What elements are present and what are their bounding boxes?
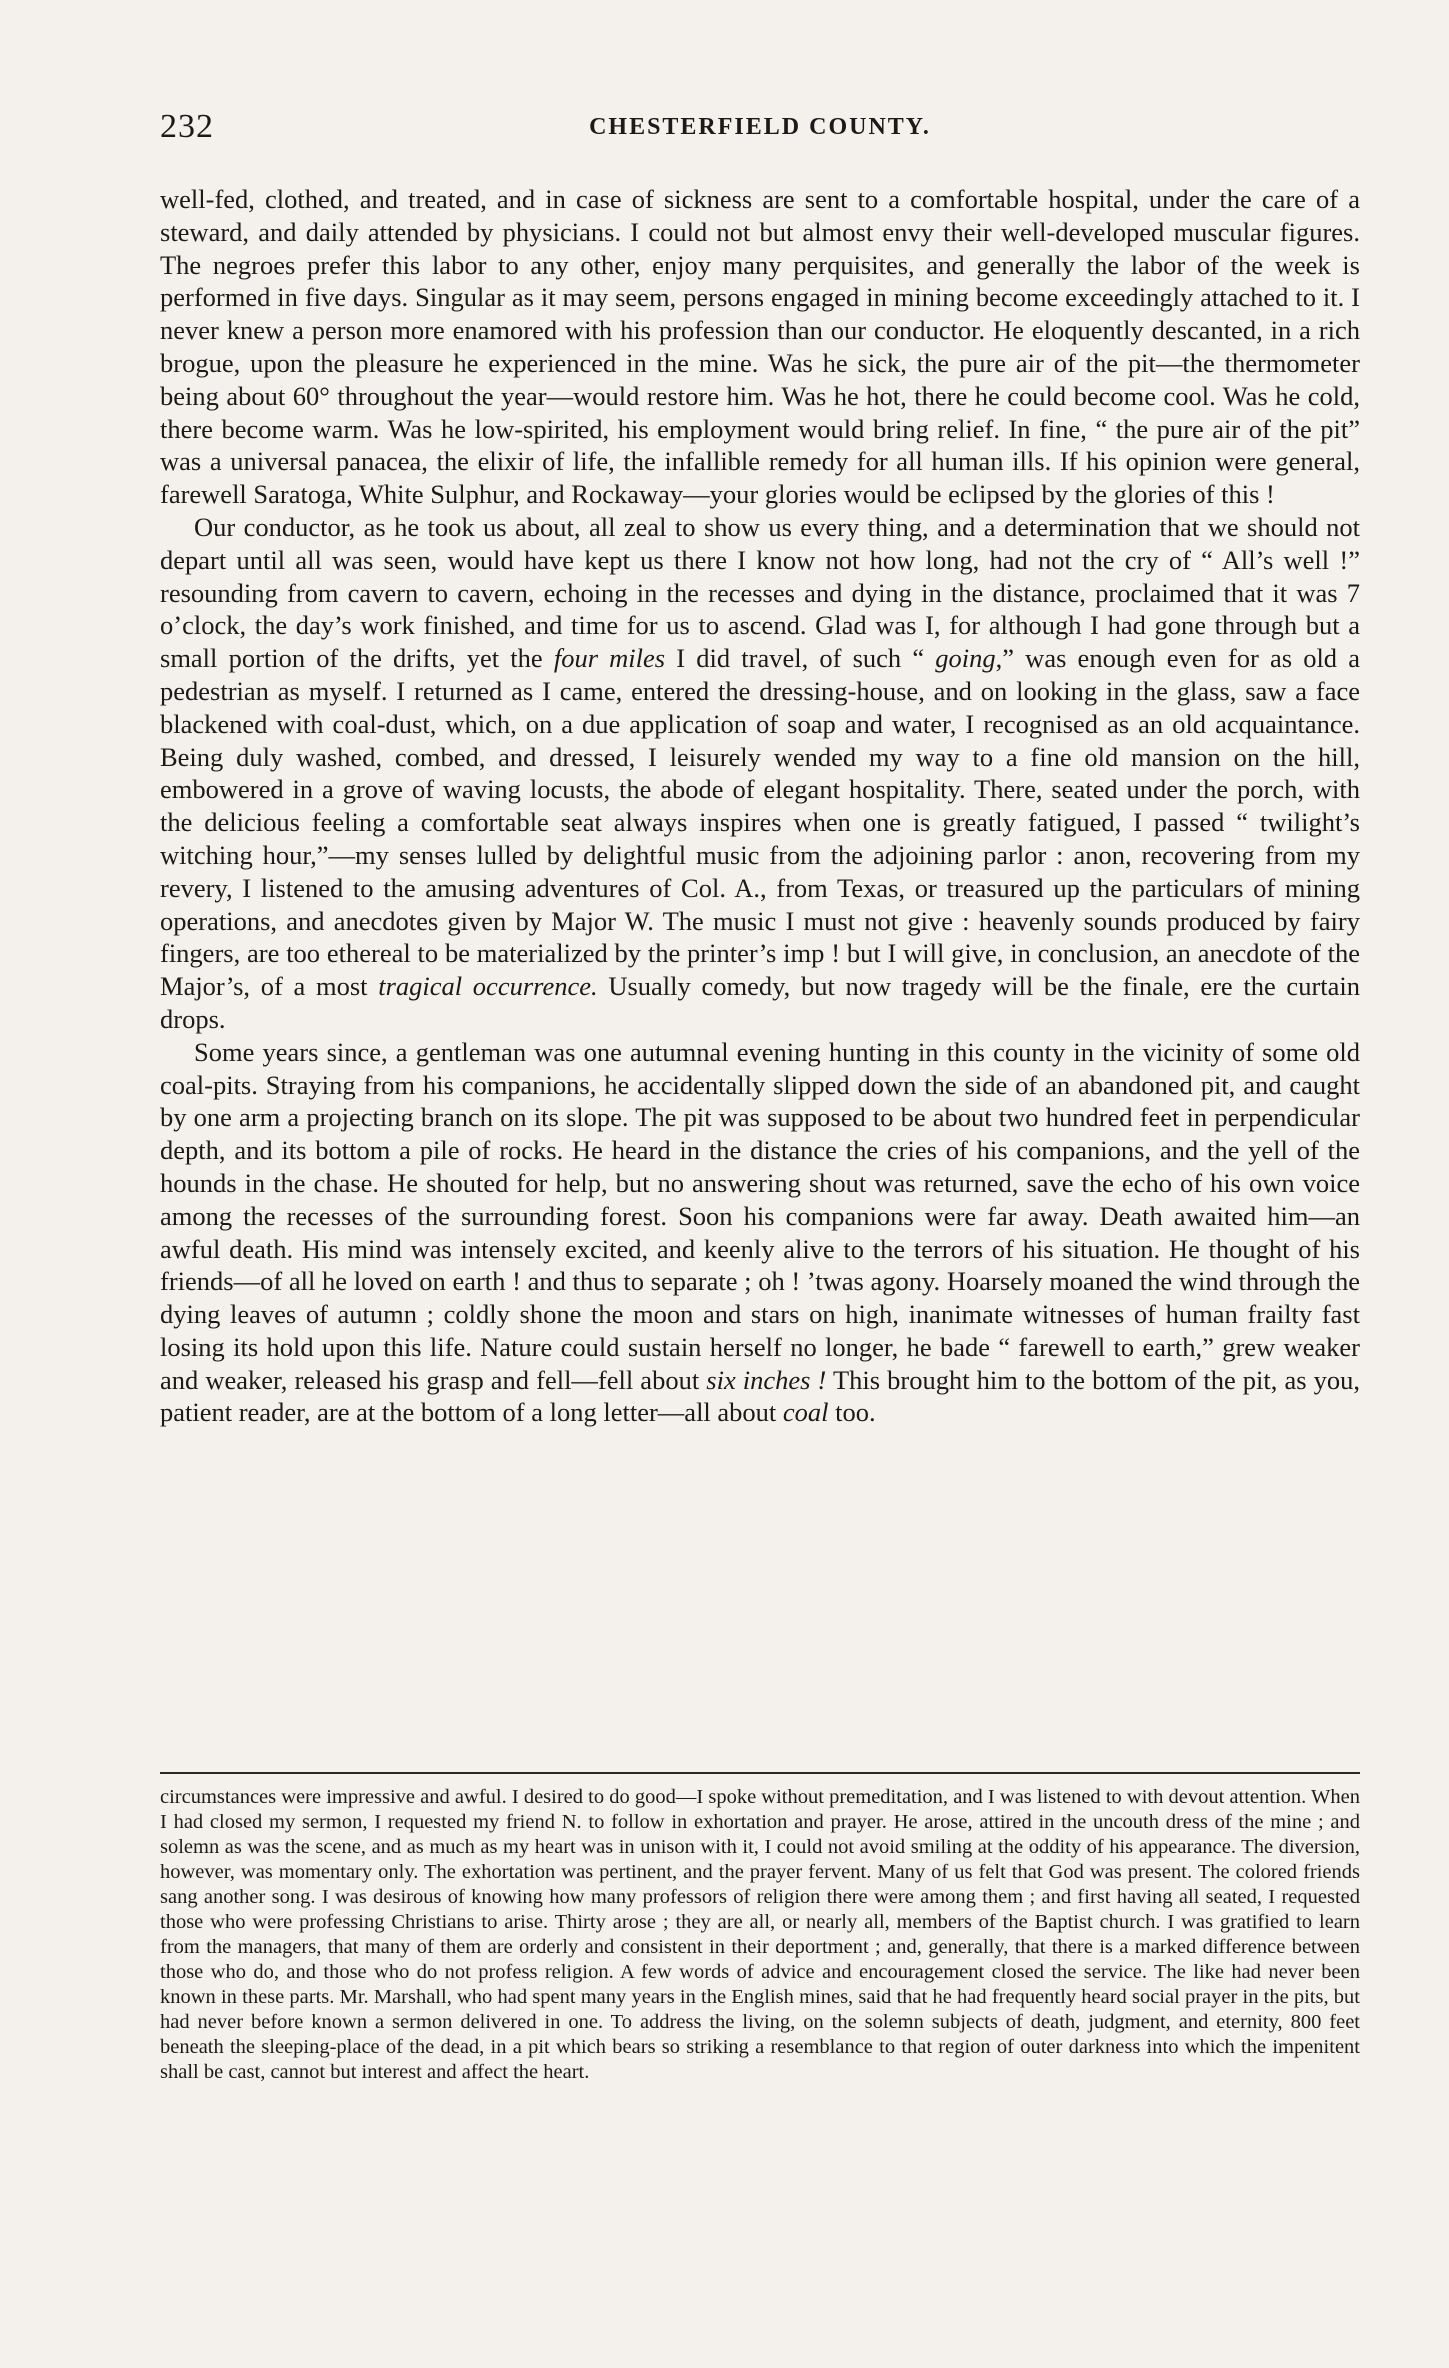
- paragraph-2: Our conductor, as he took us about, all zeal to show us every thing, and a determination that we should not depart until all was seen, would have kept us there I know not how long, had not the cry of “ All’s well !” resounding from cavern to cavern, echoing in the recesses and dying in the distance, proclaimed that it was 7 o’clock, the day’s work finished, and time for us to ascend. Glad was I, for although I had gone through but a small portion of the drifts, yet the four miles I did travel, of such “ going,” was enough even for as old a pedestrian as myself. I returned as I came, entered the dressing-house, and on looking in the glass, saw a face blackened with coal-dust, which, on a due application of soap and water, I recognised as an old acquaintance. Being duly washed, combed, and dressed, I leisurely wended my way to a fine old mansion on the hill, embowered in a grove of waving locusts, the abode of elegant hospitality. There, seated under the porch, with the delicious feeling a comfortable seat always inspires when one is greatly fatigued, I passed “ twilight’s witching hour,”—my senses lulled by delightful music from the adjoining parlor : anon, recovering from my revery, I listened to the amusing adventures of Col. A., from Texas, or treasured up the particulars of mining operations, and anecdotes given by Major W. The music I must not give : heavenly sounds produced by fairy fingers, are too ethereal to be materialized by the printer’s imp ! but I will give, in conclusion, an anecdote of the Major’s, of a most tragical occurrence. Usually comedy, but now tragedy will be the finale, ere the curtain drops.: [160, 511, 1361, 1034]
- paragraph-1: well-fed, clothed, and treated, and in case of sickness are sent to a comfortable hospital, under the care of a steward, and daily attended by physicians. I could not but almost envy their well-developed muscular figures. The negroes prefer this labor to any other, enjoy many perquisites, and generally the labor of the week is performed in five days. Singular as it may seem, persons engaged in mining become exceedingly attached to it. I never knew a person more enamored with his profession than our conductor. He eloquently descanted, in a rich brogue, upon the pleasure he experienced in the mine. Was he sick, the pure air of the pit—the thermometer being about 60° throughout the year—would restore him. Was he hot, there he could become cool. Was he cold, there become warm. Was he low-spirited, his employment would bring relief. In fine, “ the pure air of the pit” was a universal panacea, the elixir of life, the infallible remedy for all human ills. If his opinion were general, farewell Saratoga, White Sulphur, and Rockaway—your glories would be eclipsed by the glories of this !: [160, 184, 1360, 510]
- main-text: [160, 183, 1360, 1429]
- emphasis-tragical-occurrence: tragical occurrence.: [378, 971, 598, 1002]
- page-header: [160, 108, 1360, 148]
- page-number: 232: [160, 108, 214, 145]
- emphasis-going: going: [935, 643, 996, 674]
- paragraph-3: Some years since, a gentleman was one autumnal evening hunting in this county in the vicinity of some old coal-pits. Straying from his companions, he accidentally slipped down the side of an abandoned pit, and caught by one arm a projecting branch on its slope. The pit was supposed to be about two hundred feet in perpendicular depth, and its bottom a pile of rocks. He heard in the distance the cries of his companions, and the yell of the hounds in the chase. He shouted for help, but no answering shout was returned, save the echo of his own voice among the recesses of the surrounding forest. Soon his companions were far away. Death awaited him—an awful death. His mind was intensely excited, and keenly alive to the terrors of his situation. He thought of his friends—of all he loved on earth ! and thus to separate ; oh ! ’twas agony. Hoarsely moaned the wind through the dying leaves of autumn ; coldly shone the moon and stars on high, inanimate witnesses of human frailty fast losing its hold upon this life. Nature could sustain herself no longer, he bade “ farewell to earth,” grew weaker and weaker, released his grasp and fell—fell about six inches ! This brought him to the bottom of the pit, as you, patient reader, are at the bottom of a long letter—all about coal too.: [160, 1036, 1360, 1428]
- emphasis-four-miles: four miles: [553, 643, 666, 674]
- footnote-text: circumstances were impressive and awful. I desired to do good—I spoke without premeditation, and I was listened to with devout attention. When I had closed my sermon, I requested my friend N. to follow in exhortation and prayer. He arose, attired in the uncouth dress of the mine ; and solemn as was the scene, and as much as my heart was in unison with it, I could not avoid smiling at the oddity of his appearance. The diversion, however, was momentary only. The exhortation was pertinent, and the prayer fervent. Many of us felt that God was present. The colored friends sang another song. I was desirous of knowing how many professors of religion there were among them ; and first having all seated, I requested those who were professing Christians to arise. Thirty arose ; they are all, or nearly all, members of the Baptist church. I was gratified to learn from the managers, that many of them are orderly and consistent in their deportment ; and, generally, that there is a marked difference between those who do, and those who do not profess religion. A few words of advice and encouragement closed the service. The like had never been known in these parts. Mr. Marshall, who had spent many years in the English mines, said that he had frequently heard social prayer in the pits, but had never before known a sermon delivered in one. To address the living, on the solemn subjects of death, judgment, and eternity, 800 feet beneath the sleeping-place of the dead, in a pit which bears so striking a resemblance to that region of outer darkness into which the impenitent shall be cast, cannot but interest and affect the heart.: [160, 1786, 1360, 2083]
- running-head: CHESTERFIELD COUNTY.: [589, 114, 931, 140]
- emphasis-coal: coal: [782, 1397, 829, 1428]
- emphasis-six-inches: six inches !: [706, 1364, 827, 1395]
- footnote: [160, 1785, 1360, 2085]
- footnote-divider: [160, 1772, 1360, 1774]
